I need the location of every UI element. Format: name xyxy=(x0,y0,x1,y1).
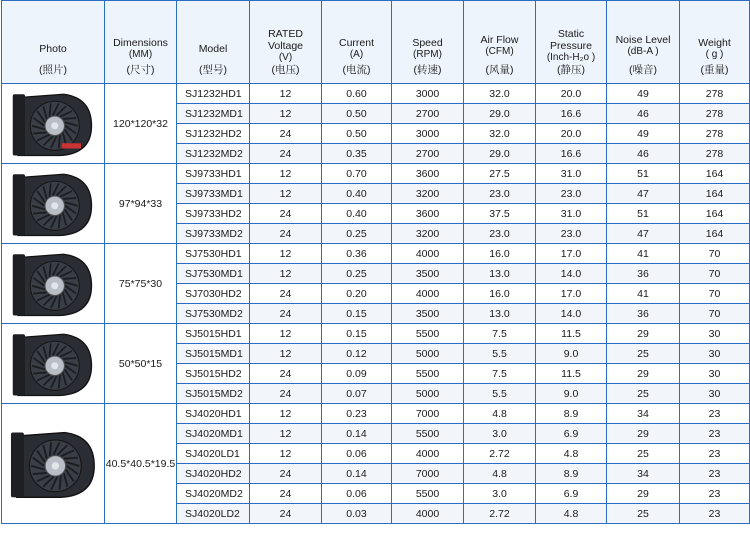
header-label: Current xyxy=(338,37,374,49)
header-unit: (RPM) xyxy=(413,49,442,60)
current-cell: 0.35 xyxy=(322,144,392,164)
current-cell: 0.06 xyxy=(322,444,392,464)
current-cell: 0.20 xyxy=(322,284,392,304)
model-cell: SJ1232MD1 xyxy=(177,104,250,124)
model-cell: SJ5015MD1 xyxy=(177,344,250,364)
noise-cell: 29 xyxy=(607,364,680,384)
pressure-cell: 17.0 xyxy=(536,284,607,304)
airflow-cell: 3.0 xyxy=(464,484,536,504)
header-label: Static Pressure xyxy=(549,28,592,52)
model-cell: SJ7530MD1 xyxy=(177,264,250,284)
header-unit: (Inch-H₂o ) xyxy=(546,52,596,63)
table-row xyxy=(2,244,750,264)
model-cell: SJ9733HD2 xyxy=(177,204,250,224)
weight-cell: 278 xyxy=(680,104,750,124)
current-cell: 0.60 xyxy=(322,84,392,104)
noise-cell: 34 xyxy=(607,464,680,484)
header-unit: (MM) xyxy=(128,49,153,60)
airflow-cell: 16.0 xyxy=(464,284,536,304)
header-label: Photo xyxy=(39,43,67,55)
model-cell: SJ1232MD2 xyxy=(177,144,250,164)
weight-cell: 70 xyxy=(680,284,750,304)
blower-fan-120-icon xyxy=(4,89,102,159)
voltage-cell: 12 xyxy=(250,264,322,284)
current-cell: 0.70 xyxy=(322,164,392,184)
current-cell: 0.36 xyxy=(322,244,392,264)
header-current xyxy=(322,1,392,84)
current-cell: 0.03 xyxy=(322,504,392,524)
pressure-cell: 9.0 xyxy=(536,384,607,404)
airflow-cell: 29.0 xyxy=(464,104,536,124)
header-chinese-label: (重量) xyxy=(700,64,729,76)
noise-cell: 41 xyxy=(607,284,680,304)
header-pressure xyxy=(536,1,607,84)
pressure-cell: 4.8 xyxy=(536,504,607,524)
header-label: Air Flow xyxy=(480,34,519,46)
speed-cell: 3600 xyxy=(392,164,464,184)
speed-cell: 4000 xyxy=(392,244,464,264)
speed-cell: 2700 xyxy=(392,104,464,124)
header-dimensions xyxy=(105,1,177,84)
current-cell: 0.50 xyxy=(322,124,392,144)
pressure-cell: 16.6 xyxy=(536,104,607,124)
current-cell: 0.09 xyxy=(322,364,392,384)
weight-cell: 164 xyxy=(680,164,750,184)
airflow-cell: 3.0 xyxy=(464,424,536,444)
voltage-cell: 24 xyxy=(250,364,322,384)
header-unit: (A) xyxy=(349,49,364,60)
pressure-cell: 8.9 xyxy=(536,404,607,424)
airflow-cell: 27.5 xyxy=(464,164,536,184)
blower-fan-75-icon xyxy=(4,249,102,319)
header-unit: (dB-A ) xyxy=(627,46,659,57)
noise-cell: 36 xyxy=(607,304,680,324)
model-cell: SJ4020LD2 xyxy=(177,504,250,524)
noise-cell: 49 xyxy=(607,84,680,104)
noise-cell: 51 xyxy=(607,164,680,184)
airflow-cell: 7.5 xyxy=(464,364,536,384)
dimensions-cell: 75*75*30 xyxy=(105,244,177,324)
voltage-cell: 24 xyxy=(250,464,322,484)
model-cell: SJ9733HD1 xyxy=(177,164,250,184)
airflow-cell: 23.0 xyxy=(464,184,536,204)
model-cell: SJ7530HD1 xyxy=(177,244,250,264)
table-row xyxy=(2,324,750,344)
header-speed xyxy=(392,1,464,84)
airflow-cell: 4.8 xyxy=(464,404,536,424)
weight-cell: 30 xyxy=(680,384,750,404)
header-airflow xyxy=(464,1,536,84)
product-photo-cell xyxy=(2,244,105,324)
current-cell: 0.40 xyxy=(322,184,392,204)
dimensions-cell: 120*120*32 xyxy=(105,84,177,164)
speed-cell: 5500 xyxy=(392,324,464,344)
blower-fan-97-icon xyxy=(4,169,102,239)
speed-cell: 3200 xyxy=(392,224,464,244)
voltage-cell: 24 xyxy=(250,304,322,324)
airflow-cell: 37.5 xyxy=(464,204,536,224)
voltage-cell: 24 xyxy=(250,484,322,504)
speed-cell: 3500 xyxy=(392,304,464,324)
pressure-cell: 9.0 xyxy=(536,344,607,364)
model-cell: SJ9733MD2 xyxy=(177,224,250,244)
model-cell: SJ4020MD2 xyxy=(177,484,250,504)
speed-cell: 5500 xyxy=(392,364,464,384)
noise-cell: 29 xyxy=(607,484,680,504)
model-cell: SJ7530MD2 xyxy=(177,304,250,324)
header-chinese-label: (型号) xyxy=(199,64,227,76)
header-label: Dimensions xyxy=(113,37,168,49)
header-chinese-label: (尺寸) xyxy=(126,64,155,76)
noise-cell: 25 xyxy=(607,344,680,364)
voltage-cell: 12 xyxy=(250,84,322,104)
noise-cell: 25 xyxy=(607,504,680,524)
table-row xyxy=(2,84,750,104)
pressure-cell: 31.0 xyxy=(536,204,607,224)
voltage-cell: 24 xyxy=(250,224,322,244)
header-label: RATED Voltage xyxy=(267,28,304,52)
blower-fan-40-icon xyxy=(4,427,102,501)
current-cell: 0.06 xyxy=(322,484,392,504)
airflow-cell: 32.0 xyxy=(464,124,536,144)
airflow-cell: 13.0 xyxy=(464,304,536,324)
pressure-cell: 4.8 xyxy=(536,444,607,464)
product-photo-cell xyxy=(2,404,105,524)
weight-cell: 23 xyxy=(680,444,750,464)
speed-cell: 4000 xyxy=(392,284,464,304)
model-cell: SJ7030HD2 xyxy=(177,284,250,304)
header-label: Noise Level xyxy=(615,34,671,46)
product-photo-cell xyxy=(2,84,105,164)
header-chinese-label: (静压) xyxy=(557,64,585,76)
header-unit: (V) xyxy=(278,52,293,63)
weight-cell: 164 xyxy=(680,204,750,224)
pressure-cell: 20.0 xyxy=(536,84,607,104)
dimensions-cell: 97*94*33 xyxy=(105,164,177,244)
pressure-cell: 23.0 xyxy=(536,184,607,204)
voltage-cell: 12 xyxy=(250,244,322,264)
dimensions-cell: 40.5*40.5*19.5 xyxy=(105,404,177,524)
noise-cell: 51 xyxy=(607,204,680,224)
weight-cell: 70 xyxy=(680,244,750,264)
header-model xyxy=(177,1,250,84)
airflow-cell: 5.5 xyxy=(464,384,536,404)
voltage-cell: 12 xyxy=(250,324,322,344)
header-weight xyxy=(680,1,750,84)
voltage-cell: 24 xyxy=(250,124,322,144)
weight-cell: 23 xyxy=(680,504,750,524)
noise-cell: 36 xyxy=(607,264,680,284)
weight-cell: 23 xyxy=(680,484,750,504)
weight-cell: 164 xyxy=(680,224,750,244)
current-cell: 0.12 xyxy=(322,344,392,364)
weight-cell: 30 xyxy=(680,364,750,384)
header-unit: (CFM) xyxy=(485,46,514,57)
current-cell: 0.07 xyxy=(322,384,392,404)
model-cell: SJ5015HD2 xyxy=(177,364,250,384)
weight-cell: 30 xyxy=(680,324,750,344)
speed-cell: 3600 xyxy=(392,204,464,224)
pressure-cell: 6.9 xyxy=(536,424,607,444)
voltage-cell: 24 xyxy=(250,204,322,224)
pressure-cell: 14.0 xyxy=(536,264,607,284)
header-chinese-label: (转速) xyxy=(413,64,442,76)
speed-cell: 7000 xyxy=(392,404,464,424)
model-cell: SJ4020MD1 xyxy=(177,424,250,444)
noise-cell: 29 xyxy=(607,324,680,344)
table-body xyxy=(2,84,750,524)
model-cell: SJ4020LD1 xyxy=(177,444,250,464)
airflow-cell: 32.0 xyxy=(464,84,536,104)
speed-cell: 3500 xyxy=(392,264,464,284)
voltage-cell: 12 xyxy=(250,184,322,204)
airflow-cell: 5.5 xyxy=(464,344,536,364)
weight-cell: 30 xyxy=(680,344,750,364)
pressure-cell: 31.0 xyxy=(536,164,607,184)
speed-cell: 5500 xyxy=(392,484,464,504)
noise-cell: 25 xyxy=(607,444,680,464)
header-chinese-label: (噪音) xyxy=(629,64,657,76)
speed-cell: 5000 xyxy=(392,344,464,364)
header-chinese-label: (风量) xyxy=(485,64,514,76)
weight-cell: 23 xyxy=(680,404,750,424)
airflow-cell: 4.8 xyxy=(464,464,536,484)
header-label: Speed xyxy=(412,37,443,49)
current-cell: 0.25 xyxy=(322,224,392,244)
weight-cell: 278 xyxy=(680,124,750,144)
pressure-cell: 11.5 xyxy=(536,364,607,384)
current-cell: 0.23 xyxy=(322,404,392,424)
weight-cell: 23 xyxy=(680,424,750,444)
header-row xyxy=(2,1,750,84)
voltage-cell: 12 xyxy=(250,424,322,444)
product-photo-cell xyxy=(2,324,105,404)
airflow-cell: 16.0 xyxy=(464,244,536,264)
airflow-cell: 13.0 xyxy=(464,264,536,284)
voltage-cell: 24 xyxy=(250,144,322,164)
voltage-cell: 24 xyxy=(250,384,322,404)
current-cell: 0.50 xyxy=(322,104,392,124)
model-cell: SJ1232HD1 xyxy=(177,84,250,104)
header-chinese-label: (照片) xyxy=(39,64,67,76)
airflow-cell: 7.5 xyxy=(464,324,536,344)
voltage-cell: 12 xyxy=(250,344,322,364)
header-chinese-label: (电压) xyxy=(271,64,300,76)
speed-cell: 2700 xyxy=(392,144,464,164)
speed-cell: 5000 xyxy=(392,384,464,404)
speed-cell: 4000 xyxy=(392,444,464,464)
header-label: Weight xyxy=(698,37,731,49)
weight-cell: 164 xyxy=(680,184,750,204)
weight-cell: 70 xyxy=(680,304,750,324)
pressure-cell: 6.9 xyxy=(536,484,607,504)
airflow-cell: 2.72 xyxy=(464,444,536,464)
speed-cell: 3000 xyxy=(392,84,464,104)
speed-cell: 4000 xyxy=(392,504,464,524)
speed-cell: 3200 xyxy=(392,184,464,204)
header-noise xyxy=(607,1,680,84)
dimensions-cell: 50*50*15 xyxy=(105,324,177,404)
noise-cell: 29 xyxy=(607,424,680,444)
model-cell: SJ5015HD1 xyxy=(177,324,250,344)
voltage-cell: 12 xyxy=(250,164,322,184)
header-voltage xyxy=(250,1,322,84)
noise-cell: 46 xyxy=(607,144,680,164)
voltage-cell: 12 xyxy=(250,404,322,424)
noise-cell: 49 xyxy=(607,124,680,144)
voltage-cell: 24 xyxy=(250,284,322,304)
pressure-cell: 20.0 xyxy=(536,124,607,144)
model-cell: SJ1232HD2 xyxy=(177,124,250,144)
noise-cell: 46 xyxy=(607,104,680,124)
header-photo xyxy=(2,1,105,84)
product-photo-cell xyxy=(2,164,105,244)
voltage-cell: 12 xyxy=(250,444,322,464)
noise-cell: 41 xyxy=(607,244,680,264)
pressure-cell: 16.6 xyxy=(536,144,607,164)
model-cell: SJ5015MD2 xyxy=(177,384,250,404)
pressure-cell: 14.0 xyxy=(536,304,607,324)
voltage-cell: 12 xyxy=(250,104,322,124)
current-cell: 0.40 xyxy=(322,204,392,224)
noise-cell: 25 xyxy=(607,384,680,404)
model-cell: SJ4020HD1 xyxy=(177,404,250,424)
weight-cell: 23 xyxy=(680,464,750,484)
noise-cell: 47 xyxy=(607,224,680,244)
header-unit: ( g ) xyxy=(705,49,724,60)
model-cell: SJ9733MD1 xyxy=(177,184,250,204)
noise-cell: 34 xyxy=(607,404,680,424)
pressure-cell: 17.0 xyxy=(536,244,607,264)
header-label: Model xyxy=(198,43,228,55)
table-row xyxy=(2,404,750,424)
header-chinese-label: (电流) xyxy=(342,64,371,76)
voltage-cell: 24 xyxy=(250,504,322,524)
airflow-cell: 2.72 xyxy=(464,504,536,524)
pressure-cell: 23.0 xyxy=(536,224,607,244)
pressure-cell: 8.9 xyxy=(536,464,607,484)
current-cell: 0.14 xyxy=(322,464,392,484)
model-cell: SJ4020HD2 xyxy=(177,464,250,484)
fan-spec-table xyxy=(1,0,750,524)
airflow-cell: 29.0 xyxy=(464,144,536,164)
speed-cell: 7000 xyxy=(392,464,464,484)
current-cell: 0.15 xyxy=(322,324,392,344)
airflow-cell: 23.0 xyxy=(464,224,536,244)
noise-cell: 47 xyxy=(607,184,680,204)
speed-cell: 5500 xyxy=(392,424,464,444)
weight-cell: 278 xyxy=(680,144,750,164)
weight-cell: 278 xyxy=(680,84,750,104)
pressure-cell: 11.5 xyxy=(536,324,607,344)
current-cell: 0.15 xyxy=(322,304,392,324)
weight-cell: 70 xyxy=(680,264,750,284)
current-cell: 0.25 xyxy=(322,264,392,284)
speed-cell: 3000 xyxy=(392,124,464,144)
blower-fan-50-icon xyxy=(4,329,102,399)
table-row xyxy=(2,164,750,184)
current-cell: 0.14 xyxy=(322,424,392,444)
